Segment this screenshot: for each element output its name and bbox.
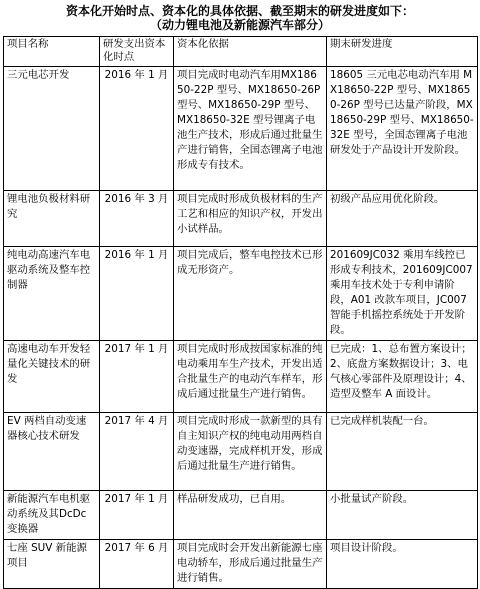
cell-project-name: EV 两档自动变速器核心技术研发 [4,413,100,491]
table-row [4,247,478,341]
cell-basis: 项目完成时电动汽车用MX18650-22P 型号、MX18650-26P 型号、MX18650-29P 型号、MX18650-32E 型号锂离子电池生产技术，形成后通过批量生产进行销售，全国态锂离子电池形成专有技术。 [174,67,327,191]
cell-basis: 项目完成后，整车电控技术已形成无形资产。 [174,247,327,341]
heading-line-1: 资本化开始时点、资本化的具体依据、截至期末的研发进度如下： [65,4,414,18]
cell-progress: 项目设计阶段。 [327,540,478,589]
cell-progress: 已完成样机装配一台。 [327,413,478,491]
cell-basis: 项目完成时会开发出新能源七座电动轿车，形成后通过批量生产进行销售。 [174,540,327,589]
cell-progress: 18605 三元电芯电动汽车用 MX18650-22P 型号、MX18650-26P 型号已达量产阶段，MX18650-29P 型号、MX18650-32E 型号，全国态锂离子电池研发处于产品设计开发阶段。 [327,67,478,191]
table-row [4,413,478,491]
cell-project-name: 锂电池负极材料研究 [4,191,100,247]
table-row [4,540,478,589]
cell-date: 2017 年 6 月 [100,540,174,589]
header-capitalization-basis: 资本化依据 [174,37,327,67]
cell-basis: 样品研发成功，已自用。 [174,491,327,540]
cell-date: 2016 年 3 月 [100,191,174,247]
cell-basis: 项目完成时形成按国家标准的纯电动乘用车生产技术，开发出适合批量生产的电动汽车样车，形成后通过批量生产进行销售。 [174,341,327,413]
cell-progress: 已完成：1、总布置方案设计；2、底盘方案数据设计；3、电气核心零部件及原理设计；4、造型及整车 A 面设计。 [327,341,478,413]
cell-project-name: 高速电动车开发轻量化关键技术的研发 [4,341,100,413]
table-row [4,67,478,191]
header-capitalization-date: 研发支出资本化时点 [100,37,174,67]
header-project-name: 项目名称 [4,37,100,67]
table-row [4,191,478,247]
cell-date: 2016 年 1 月 [100,247,174,341]
cell-date: 2016 年 1 月 [100,67,174,191]
rd-capitalization-table [3,36,478,589]
cell-project-name: 三元电芯开发 [4,67,100,191]
cell-project-name: 七座 SUV 新能源项目 [4,540,100,589]
section-heading [0,0,480,36]
cell-date: 2017 年 1 月 [100,491,174,540]
cell-basis: 项目完成时形成负极材料的生产工艺和相应的知识产权，开发出小试样品。 [174,191,327,247]
cell-project-name: 纯电动高速汽车电驱动系统及整车控制器 [4,247,100,341]
table-header-row [4,37,478,67]
cell-progress: 小批量试产阶段。 [327,491,478,540]
cell-progress: 201609JC032 乘用车线控已形成专利技术，201609JC007 乘用车技术处于专利申请阶段，A01 改款车项目，JC007 智能手机摇控系统处于开发阶段。 [327,247,478,341]
cell-progress: 初级产品应用优化阶段。 [327,191,478,247]
cell-project-name: 新能源汽车电机驱动系统及其DcDc变换器 [4,491,100,540]
cell-date: 2017 年 1 月 [100,341,174,413]
header-period-end-progress: 期末研发进度 [327,37,478,67]
cell-basis: 项目完成时形成一款新型的具有自主知识产权的纯电动用两档自动变速器，完成样机开发，形成后通过批量生产进行销售。 [174,413,327,491]
cell-date: 2017 年 4 月 [100,413,174,491]
heading-line-2: （动力锂电池及新能源汽车部分） [149,18,330,32]
table-row [4,341,478,413]
table-row [4,491,478,540]
